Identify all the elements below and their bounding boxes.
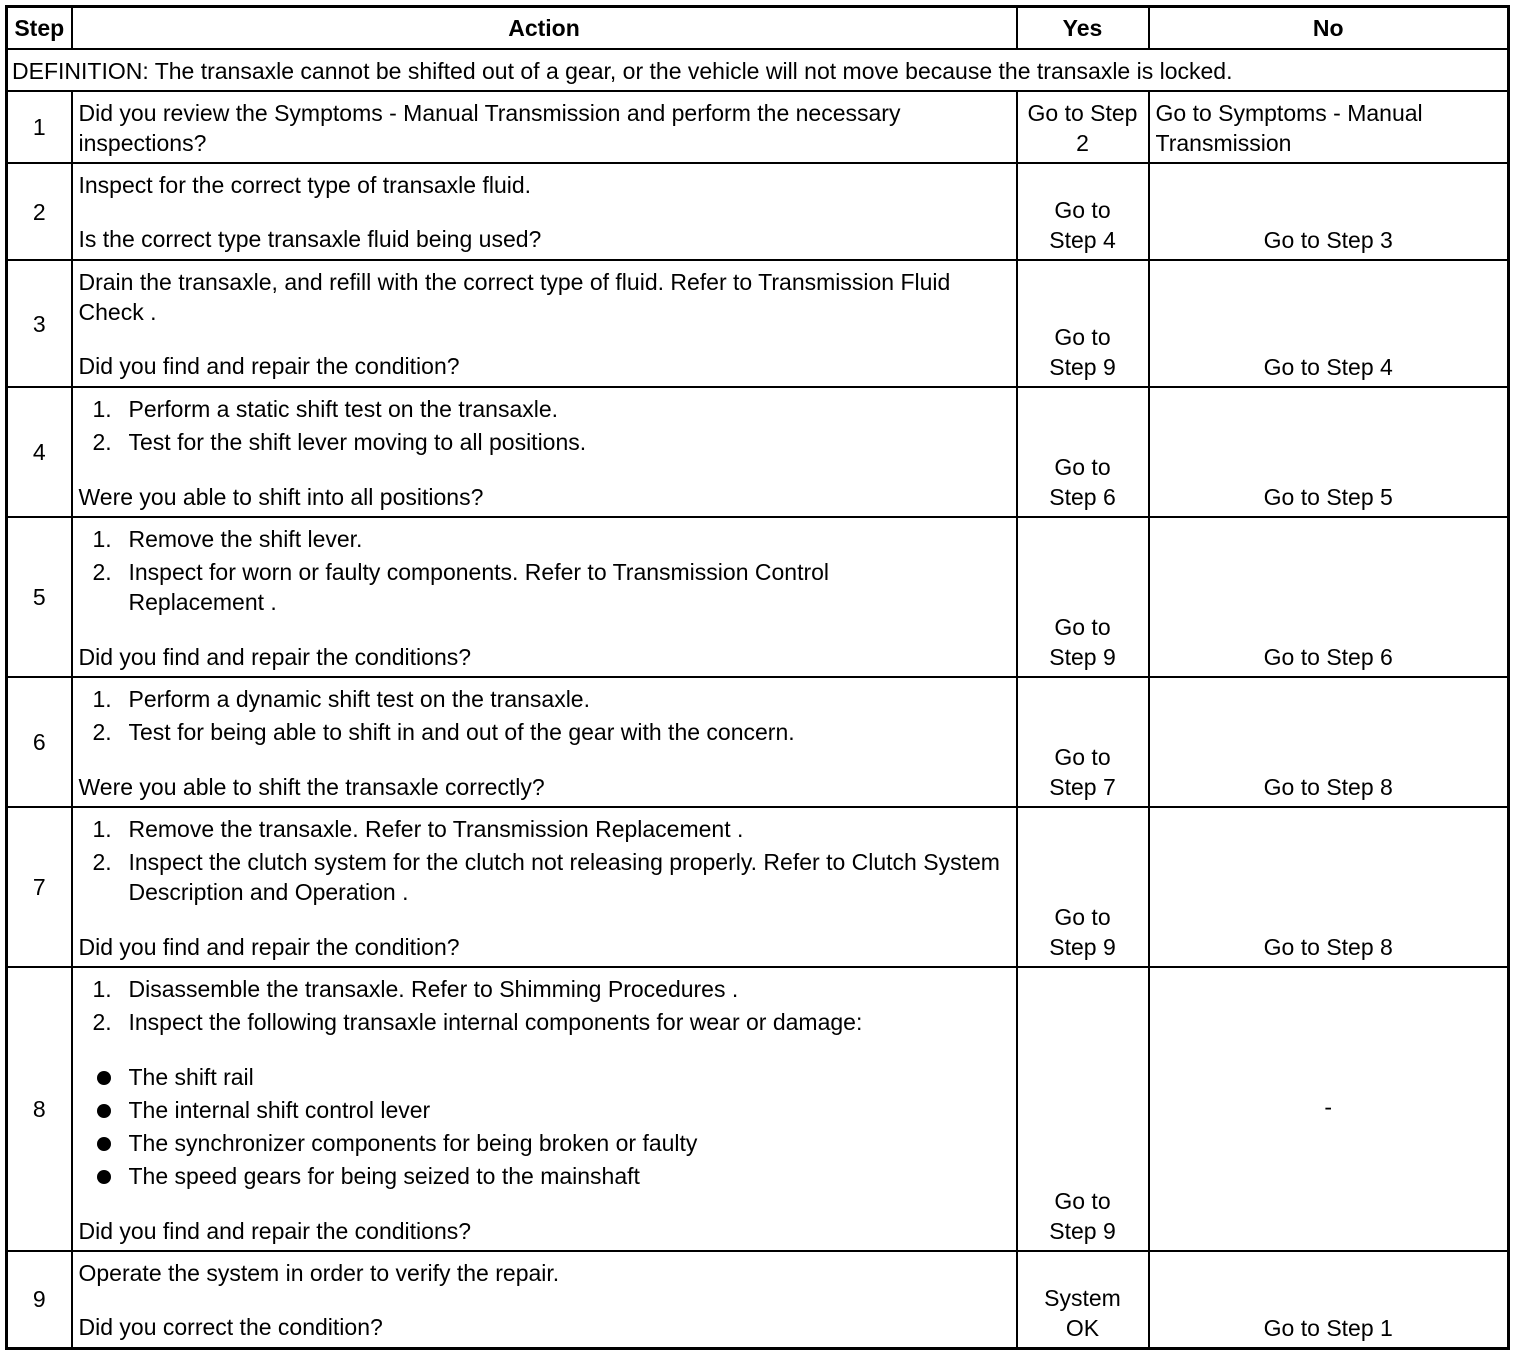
table-row [7, 260, 1509, 387]
action-question: Did you find and repair the condition? [78, 934, 460, 960]
step-number: 6 [7, 677, 72, 807]
step-number: 8 [7, 967, 72, 1251]
header-yes: Yes [1017, 7, 1149, 50]
yes-cell [1017, 807, 1149, 967]
header-no: No [1149, 7, 1509, 50]
table-row [7, 677, 1509, 807]
no-cell: Go to Step 8 [1149, 677, 1509, 807]
table-row [7, 807, 1509, 967]
action-question: Did you correct the condition? [78, 1314, 383, 1340]
action-question: Were you able to shift the transaxle correctly? [78, 774, 545, 800]
component-list [79, 1062, 1010, 1191]
bullet-icon [97, 1137, 111, 1151]
yes-cell [1017, 163, 1149, 260]
list-item: The shift rail [79, 1062, 1010, 1092]
no-cell: Go to Step 1 [1149, 1251, 1509, 1348]
list-item: The synchronizer components for being broken or faulty [79, 1128, 1010, 1158]
list-item: The internal shift control lever [79, 1095, 1010, 1125]
action-steps [79, 394, 1010, 457]
table-row [7, 517, 1509, 677]
step-number: 2 [7, 163, 72, 260]
bullet-icon [97, 1170, 111, 1184]
list-item: 1. Remove the transaxle. Refer to Transmission Replacement . [92, 816, 744, 842]
table-row [7, 1251, 1509, 1348]
action-question: Were you able to shift into all positions? [78, 484, 484, 510]
action-cell [72, 517, 1017, 677]
action-question: Did you find and repair the conditions? [78, 644, 472, 670]
list-item: 2. Inspect the clutch system for the clutch not releasing properly. Refer to Clutch System Description and Operation . [92, 849, 1000, 905]
yes-text: Go to Step 7 [1049, 744, 1116, 800]
no-cell: Go to Step 6 [1149, 517, 1509, 677]
no-cell: Go to Step 3 [1149, 163, 1509, 260]
definition-text: DEFINITION: The transaxle cannot be shifted out of a gear, or the vehicle will not move because the transaxle is locked. [7, 49, 1509, 91]
action-steps [79, 524, 1010, 617]
action-cell [72, 1251, 1017, 1348]
definition-row [7, 49, 1509, 91]
list-item: 2. Inspect for worn or faulty components. Refer to Transmission Control Replacement . [92, 559, 830, 615]
no-cell: Go to Step 5 [1149, 387, 1509, 517]
list-item: 2. Test for being able to shift in and out of the gear with the concern. [92, 719, 795, 745]
step-number: 1 [7, 91, 72, 163]
yes-cell [1017, 260, 1149, 387]
action-text: Did you review the Symptoms - Manual Transmission and perform the necessary inspections? [78, 100, 901, 156]
list-item: The speed gears for being seized to the mainshaft [79, 1161, 1010, 1191]
action-cell [72, 163, 1017, 260]
action-question: Did you find and repair the condition? [78, 353, 460, 379]
step-number: 5 [7, 517, 72, 677]
action-cell [72, 967, 1017, 1251]
yes-cell [1017, 517, 1149, 677]
list-item: 2. Inspect the following transaxle internal components for wear or damage: [92, 1009, 863, 1035]
action-cell [72, 260, 1017, 387]
header-step: Step [7, 7, 72, 50]
yes-text: Go to Step 9 [1049, 904, 1116, 960]
yes-text: Go to Step 9 [1049, 614, 1116, 670]
action-cell [72, 677, 1017, 807]
no-cell: Go to Step 4 [1149, 260, 1509, 387]
action-question: Did you find and repair the conditions? [78, 1218, 472, 1244]
no-cell: Go to Symptoms - Manual Transmission [1149, 91, 1509, 163]
list-item: 1. Perform a static shift test on the transaxle. [92, 396, 559, 422]
step-number: 9 [7, 1251, 72, 1348]
action-question: Is the correct type transaxle fluid being used? [78, 226, 542, 252]
step-number: 4 [7, 387, 72, 517]
yes-text: System OK [1044, 1284, 1121, 1341]
list-item: 2. Test for the shift lever moving to all positions. [92, 429, 587, 455]
yes-text: Go to Step 6 [1049, 454, 1116, 510]
action-cell [72, 807, 1017, 967]
action-cell [72, 91, 1017, 163]
bullet-icon [97, 1071, 111, 1085]
step-number: 3 [7, 260, 72, 387]
yes-text: Go to Step 9 [1049, 324, 1116, 380]
no-cell: - [1149, 967, 1509, 1251]
header-action: Action [72, 7, 1017, 50]
action-cell [72, 387, 1017, 517]
list-item: 1. Disassemble the transaxle. Refer to Shimming Procedures . [92, 976, 739, 1002]
yes-cell [1017, 967, 1149, 1251]
header-row [7, 7, 1509, 50]
bullet-icon [97, 1104, 111, 1118]
yes-cell [1017, 677, 1149, 807]
step-number: 7 [7, 807, 72, 967]
yes-cell [1017, 387, 1149, 517]
diagnostic-table [5, 5, 1510, 1350]
table-row [7, 163, 1509, 260]
list-item: 1. Perform a dynamic shift test on the transaxle. [92, 686, 590, 712]
table-row [7, 967, 1509, 1251]
action-steps [79, 684, 1010, 747]
action-intro: Drain the transaxle, and refill with the correct type of fluid. Refer to Transmission Fluid Check . [78, 269, 951, 325]
action-intro: Inspect for the correct type of transaxle fluid. [78, 172, 532, 198]
yes-text: Go to Step 4 [1049, 197, 1116, 253]
action-steps [79, 974, 1010, 1037]
yes-cell: Go to Step 2 [1017, 91, 1149, 163]
list-item: 1. Remove the shift lever. [92, 526, 363, 552]
yes-cell [1017, 1251, 1149, 1348]
yes-text: Go to Step 9 [1049, 1188, 1116, 1244]
table-row [7, 387, 1509, 517]
action-intro: Operate the system in order to verify the repair. [78, 1260, 560, 1286]
action-steps [79, 814, 1010, 907]
table-row [7, 91, 1509, 163]
no-cell: Go to Step 8 [1149, 807, 1509, 967]
